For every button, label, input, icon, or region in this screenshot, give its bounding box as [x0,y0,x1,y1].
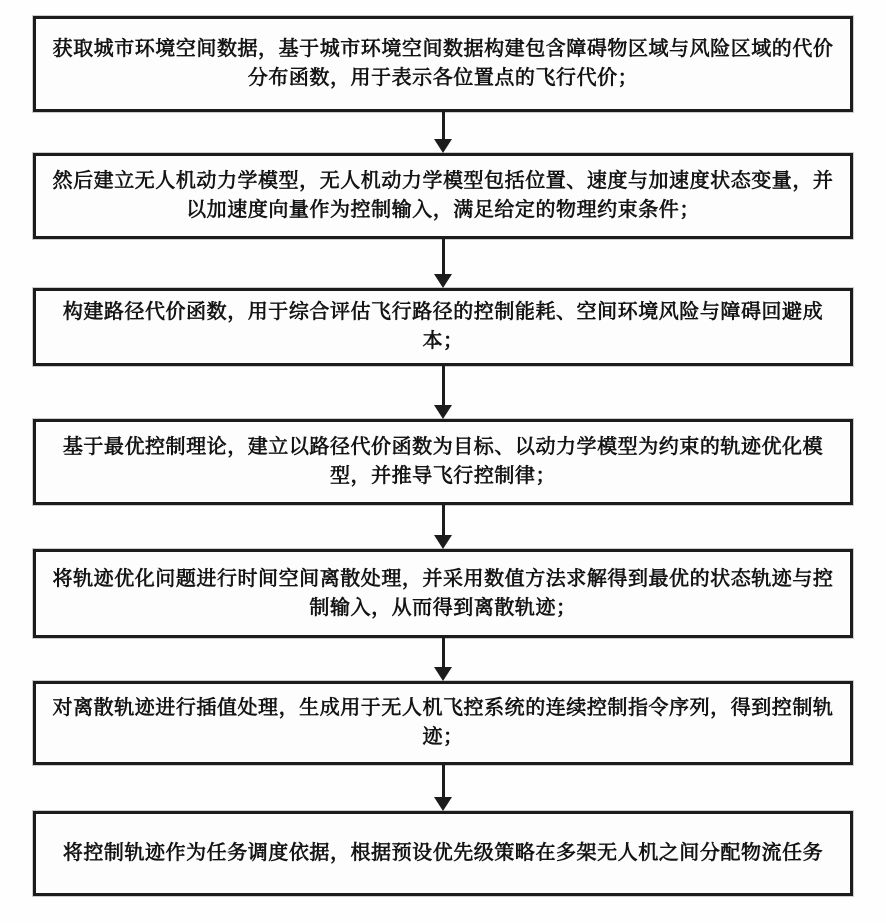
arrow-head-icon [434,405,452,419]
down-arrow-1 [33,112,853,153]
arrow-head-icon [434,667,452,681]
down-arrow-3 [33,366,853,419]
flow-step-5 [33,549,853,638]
arrow-head-icon [434,274,452,288]
flow-step-2-text: 然后建立无人机动力学模型，无人机动力学模型包括位置、速度与加速度状态变量，并以加速度向量作为控制输入，满足给定的物理约束条件； [52,170,834,221]
arrow-head-icon [434,139,452,153]
down-arrow-6 [33,765,853,811]
flow-step-1-text: 获取城市环境空间数据，基于城市环境空间数据构建包含障碍物区域与风险区域的代价分布函数，用于表示各位置点的飞行代价； [52,38,834,89]
flow-step-6 [33,681,853,765]
flow-step-4-text: 基于最优控制理论，建立以路径代价函数为目标、以动力学模型为约束的轨迹优化模型，并推导飞行控制律； [62,436,824,487]
flow-step-2 [33,153,853,239]
arrow-line [442,239,445,275]
arrow-line [442,112,445,140]
flow-step-3 [33,288,853,366]
arrow-head-icon [434,535,452,549]
flow-step-6-text: 对离散轨迹进行插值处理，生成用于无人机飞控系统的连续控制指令序列，得到控制轨迹； [52,697,834,748]
flow-step-1 [33,16,853,112]
down-arrow-2 [33,239,853,288]
down-arrow-4 [33,505,853,549]
flow-step-7 [33,811,853,896]
arrow-line [442,366,445,406]
arrow-line [442,505,445,536]
flow-step-7-text: 将控制轨迹作为任务调度依据，根据预设优先级策略在多架无人机之间分配物流任务 [62,842,824,864]
down-arrow-5 [33,638,853,681]
flowchart [33,16,853,896]
arrow-line [442,765,445,798]
flow-step-5-text: 将轨迹优化问题进行时间空间离散处理，并采用数值方法求解得到最优的状态轨迹与控制输入，从而得到离散轨迹； [52,567,834,619]
arrow-head-icon [434,797,452,811]
flow-step-4 [33,419,853,505]
arrow-line [442,638,445,668]
flow-step-3-text: 构建路径代价函数，用于综合评估飞行路径的控制能耗、空间环境风险与障碍回避成本； [62,301,824,352]
